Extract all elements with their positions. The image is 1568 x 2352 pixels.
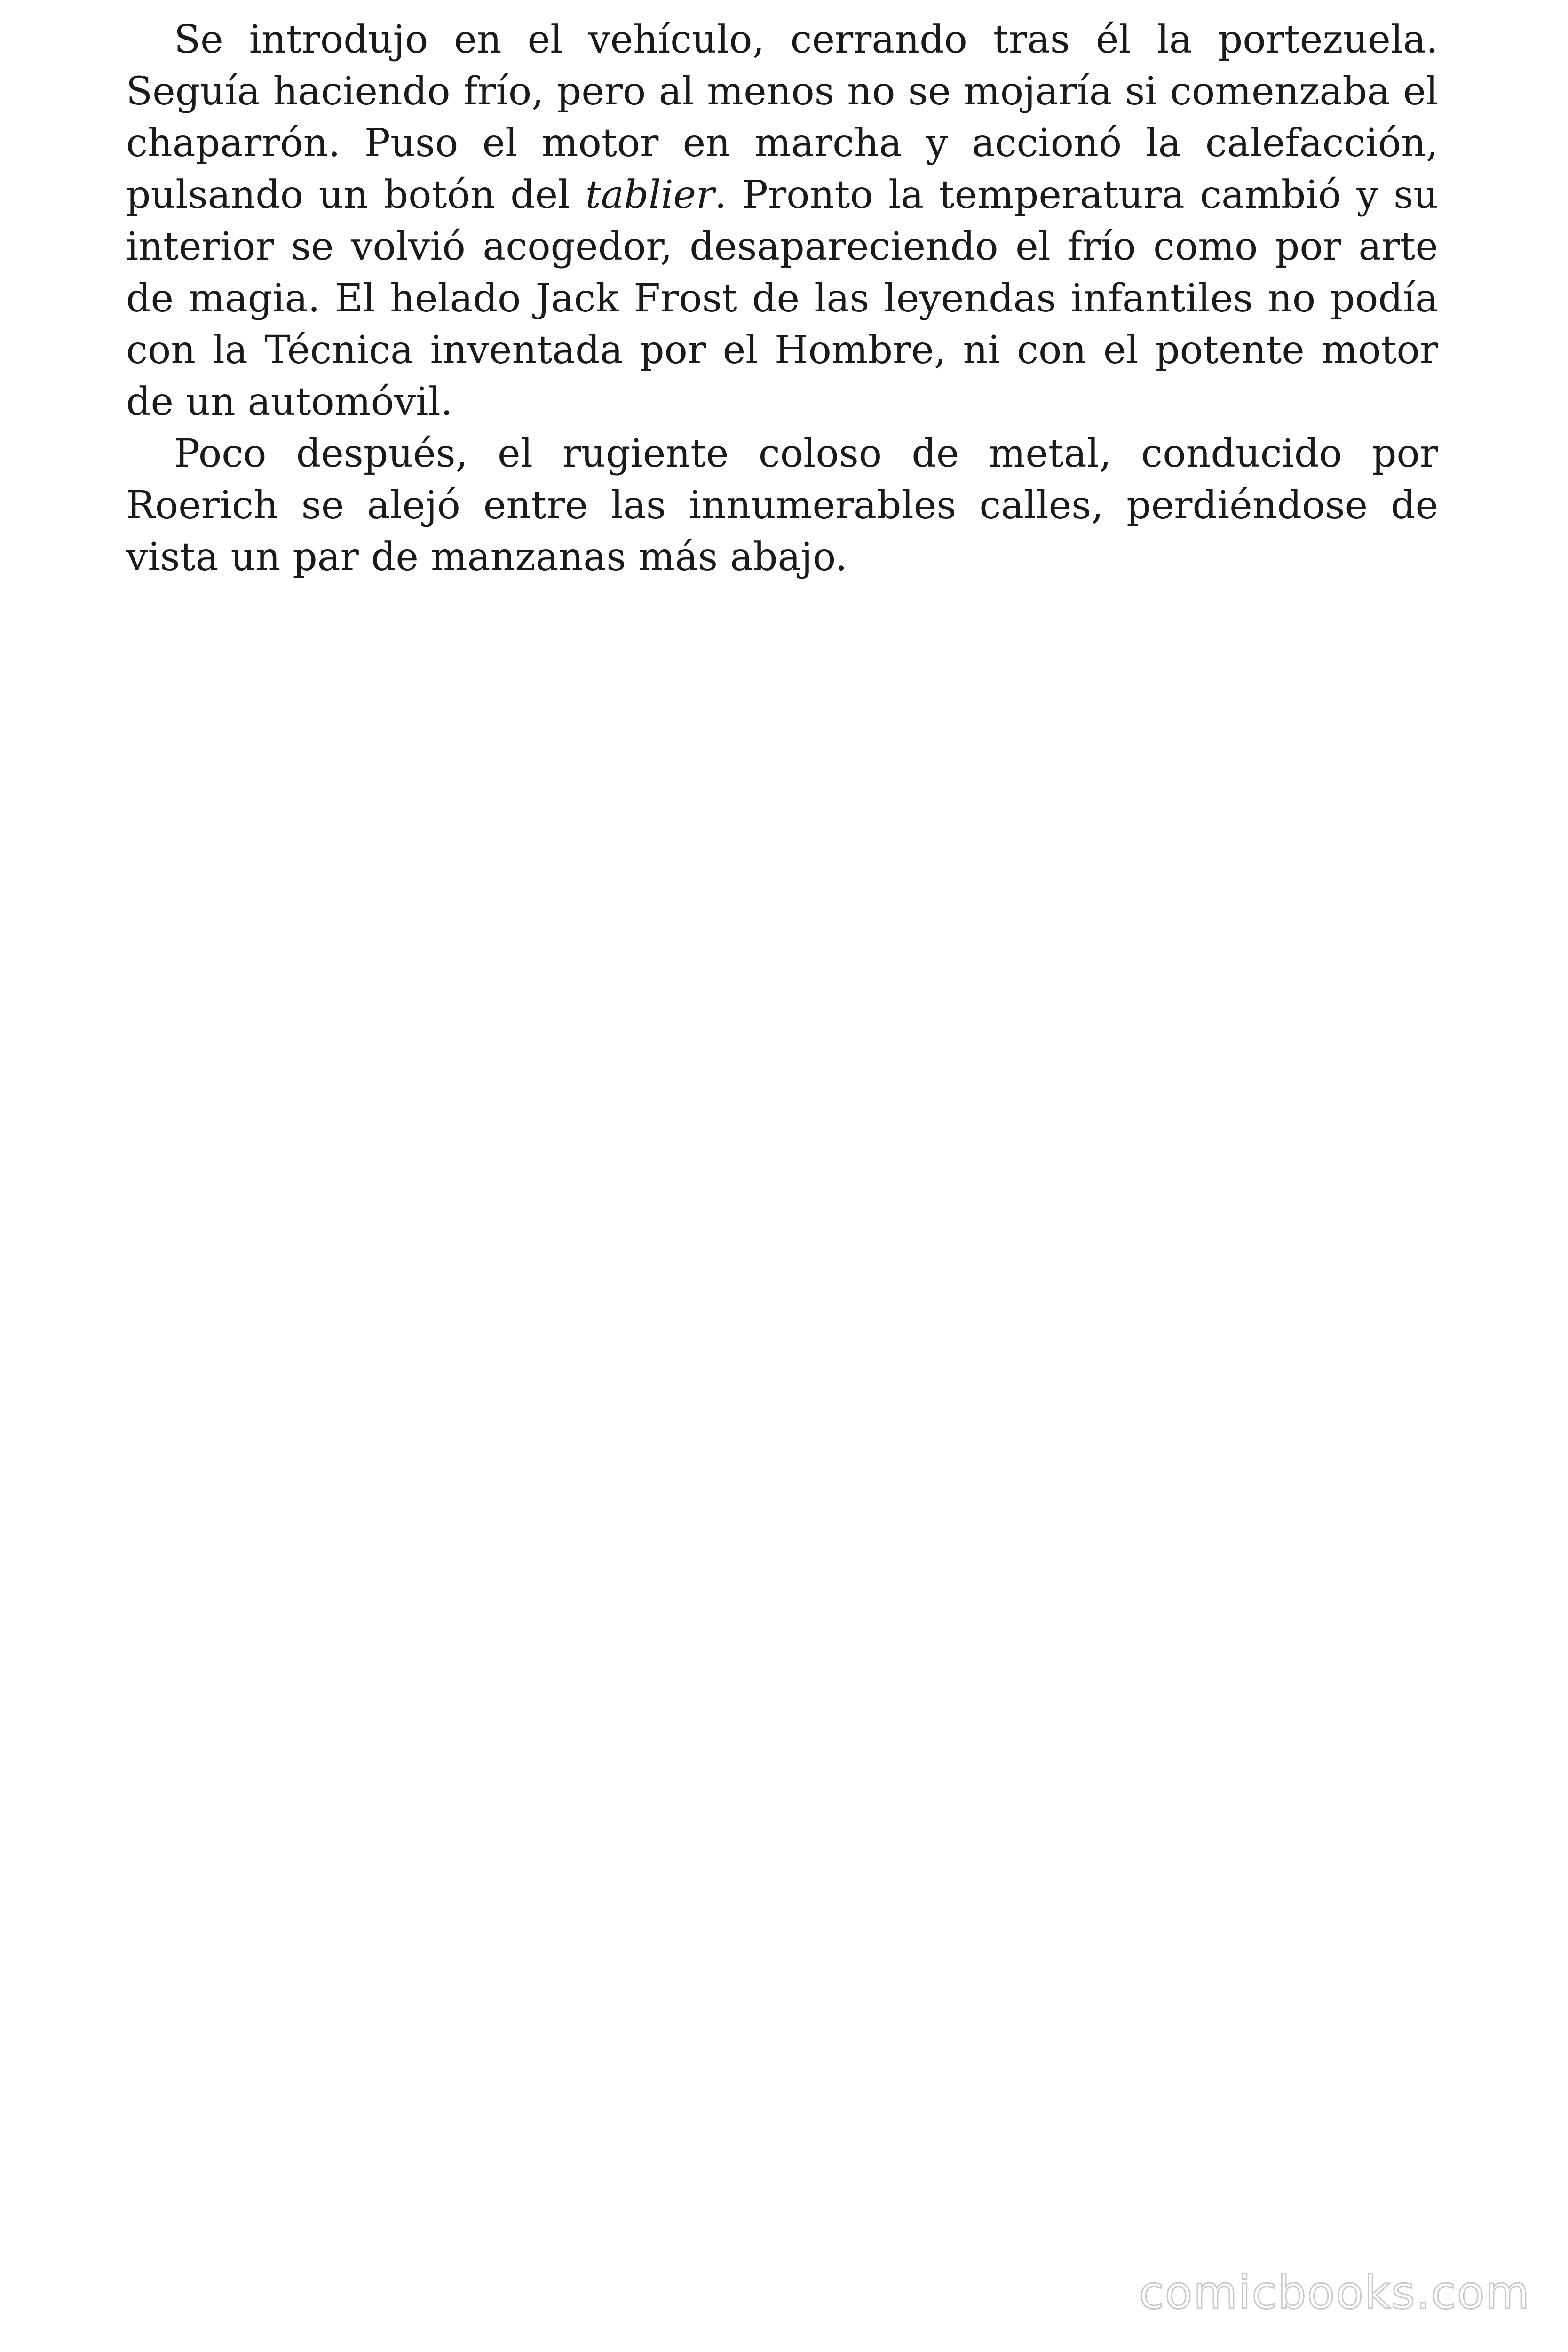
paragraph-1-text-end: . Pronto la temperatura cambió y su interior se volvió acogedor, desapareciendo el frío como por arte de magia. El helado Jack Frost de las leyendas infantiles no podía con la Técnica inventada por el Hombre, ni con el potente motor de un automóvil. [126,173,1438,424]
watermark-logo: comicbooks.com [1139,2266,1530,2319]
body-text [126,14,1438,583]
paragraph-2 [126,428,1438,583]
paragraph-1 [126,14,1438,428]
italic-word-tablier: tablier [585,173,715,217]
paragraph-2-text: Poco después, el rugiente coloso de metal, conducido por Roerich se alejó entre las innumerables calles, perdiéndose de vista un par de manzanas más abajo. [126,431,1438,580]
paragraph-1-text-start: Se introdujo en el vehículo, cerrando tras él la portezuela. Seguía haciendo frío, pero al menos no se mojaría si comenzaba el chaparrón. Puso el motor en marcha y accionó la calefacción, pulsando un botón del [126,17,1438,217]
